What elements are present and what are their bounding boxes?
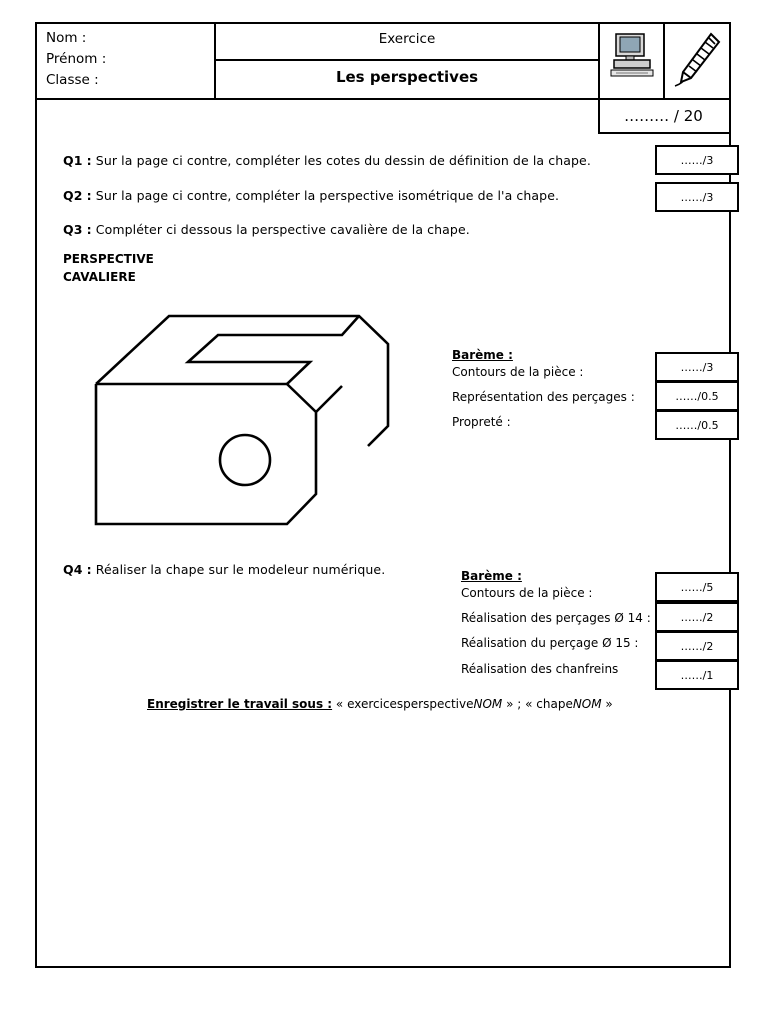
- bareme-2-item-2-score[interactable]: ……/2: [655, 602, 739, 632]
- bareme-2-item-1-label: Contours de la pièce :: [461, 586, 593, 600]
- question-3-text: Compléter ci dessous la perspective cavalière de la chape.: [95, 222, 470, 237]
- question-1-colon: :: [86, 153, 92, 168]
- classe-label: Classe :: [46, 72, 99, 88]
- bareme-1-item-1-score[interactable]: ……/3: [655, 352, 739, 382]
- question-4-text: Réaliser la chape sur le modeleur numérique.: [95, 562, 386, 577]
- save-part-1: « exercicesperspective: [332, 697, 474, 711]
- perspective-label-line2: CAVALIERE: [63, 270, 136, 284]
- bareme-2-item-1-score[interactable]: ……/5: [655, 572, 739, 602]
- question-2-score-box[interactable]: ……/3: [655, 182, 739, 212]
- question-1-id: Q1: [63, 153, 83, 168]
- question-1-text: Sur la page ci contre, compléter les cotes du dessin de définition de la chape.: [95, 153, 591, 168]
- question-4-colon: :: [86, 562, 92, 577]
- save-part-3: »: [601, 697, 613, 711]
- bareme-2-item-2-label: Réalisation des perçages Ø 14 :: [461, 611, 651, 625]
- bareme-1-item-3-score[interactable]: ……/0.5: [655, 410, 739, 440]
- header-divider-3: [663, 22, 665, 100]
- computer-icon: [608, 30, 658, 80]
- question-2-text: Sur la page ci contre, compléter la perspective isométrique de l'a chape.: [95, 188, 560, 203]
- question-1: [63, 153, 591, 168]
- bareme-1-item-2-label: Représentation des perçages :: [452, 390, 635, 404]
- pen-icon: [671, 30, 723, 90]
- question-4-id: Q4: [63, 562, 83, 577]
- bareme-2-title: Barème :: [461, 569, 522, 583]
- bareme-1-item-2-score[interactable]: ……/0.5: [655, 381, 739, 411]
- save-part-2: » ; « chape: [502, 697, 573, 711]
- question-2: [63, 188, 559, 203]
- question-1-score-box[interactable]: ……/3: [655, 145, 739, 175]
- save-instruction: [147, 697, 613, 711]
- question-3-id: Q3: [63, 222, 83, 237]
- bareme-2-item-4-label: Réalisation des chanfreins: [461, 662, 619, 676]
- total-score: ……… / 20: [624, 107, 703, 125]
- bareme-1-item-1-label: Contours de la pièce :: [452, 365, 584, 379]
- bareme-2-item-4-score[interactable]: ……/1: [655, 660, 739, 690]
- bareme-1-title: Barème :: [452, 348, 513, 362]
- question-2-colon: :: [86, 188, 92, 203]
- perspective-label-line1: PERSPECTIVE: [63, 252, 154, 266]
- page-title: Les perspectives: [335, 68, 479, 86]
- question-2-id: Q2: [63, 188, 83, 203]
- total-score-bottom-line: [598, 132, 729, 134]
- question-3-colon: :: [86, 222, 92, 237]
- header-bottom-line: [35, 98, 729, 100]
- bareme-2-item-3-score[interactable]: ……/2: [655, 631, 739, 661]
- question-3: [63, 222, 470, 237]
- exercise-label: Exercice: [378, 31, 436, 47]
- title-separator-line: [214, 59, 600, 61]
- prenom-label: Prénom :: [46, 51, 107, 67]
- save-nom-1: NOM: [473, 697, 503, 711]
- nom-label: Nom :: [46, 30, 87, 46]
- save-label: Enregistrer le travail sous :: [147, 697, 333, 711]
- question-4: [63, 562, 385, 577]
- bareme-2-item-3-label: Réalisation du perçage Ø 15 :: [461, 636, 639, 650]
- save-nom-2: NOM: [572, 697, 602, 711]
- bareme-1-item-3-label: Propreté :: [452, 415, 511, 429]
